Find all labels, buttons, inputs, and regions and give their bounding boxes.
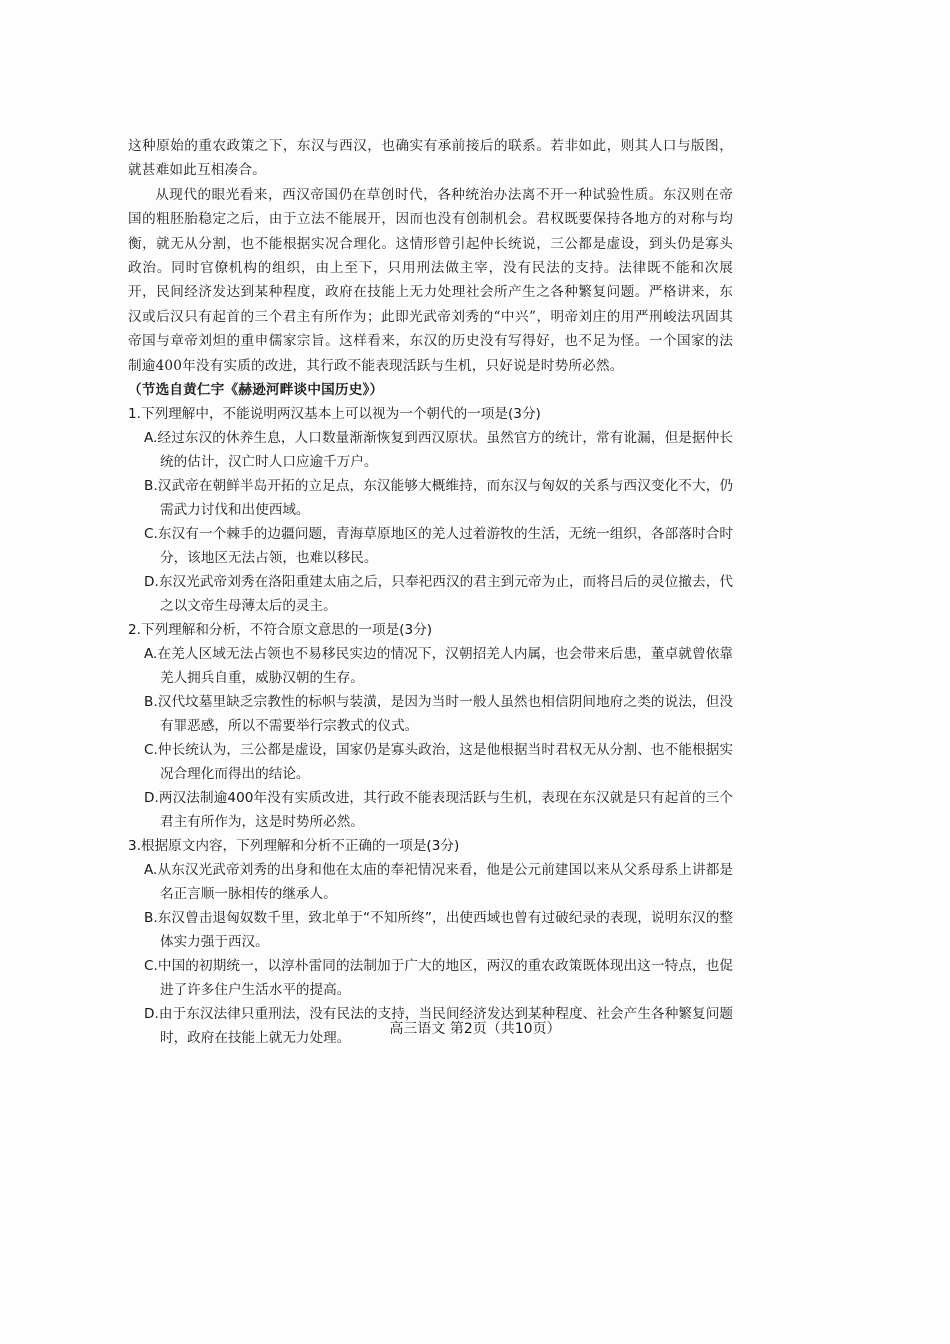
passage-paragraph-1: 这种原始的重农政策之下，东汉与西汉，也确实有承前接后的联系。若非如此，则其人口与版图，就甚难如此互相凑合。 — [128, 138, 733, 179]
option-c: C.东汉有一个棘手的边疆问题，青海草原地区的羌人过着游牧的生活，无统一组织，各部落时合时分，该地区无法占领，也难以移民。 — [144, 526, 733, 567]
question-2 — [128, 618, 733, 834]
question-stem: 1.下列理解中，不能说明两汉基本上可以视为一个朝代的一项是(3分) — [128, 406, 541, 423]
option-c: C.中国的初期统一，以淳朴雷同的法制加于广大的地区，两汉的重农政策既体现出这一特点，也促进了许多住户生活水平的提高。 — [144, 958, 733, 999]
page-footer: 高三语文 第2页（共10页） — [389, 1021, 561, 1037]
question-stem: 3.根据原文内容，下列理解和分析不正确的一项是(3分) — [128, 838, 460, 855]
reading-passage — [128, 134, 733, 402]
page-content — [128, 134, 733, 1050]
option-b: B.汉武帝在朝鲜半岛开拓的立足点，东汉能够大概维持，而东汉与匈奴的关系与西汉变化不大，仍需武力讨伐和出使西域。 — [144, 478, 733, 519]
option-a: A.在羌人区域无法占领也不易移民实边的情况下，汉朝招羌人内属，也会带来后患，董卓就曾依靠羌人拥兵自重，威胁汉朝的生存。 — [144, 646, 733, 687]
option-d: D.由于东汉法律只重刑法，没有民法的支持，当民间经济发达到某种程度、社会产生各种繁复问题时，政府在技能上就无力处理。 — [144, 1006, 733, 1047]
question-1 — [128, 402, 733, 618]
question-stem: 2.下列理解和分析，不符合原文意思的一项是(3分) — [128, 622, 433, 639]
option-a: A.经过东汉的休养生息，人口数量渐渐恢复到西汉原状。虽然官方的统计，常有讹漏，但是据仲长统的估计，汉亡时人口应逾千万户。 — [144, 430, 733, 471]
passage-source: （节选自黄仁宇《赫逊河畔谈中国历史》） — [128, 382, 384, 399]
option-c: C.仲长统认为，三公都是虚设，国家仍是寡头政治，这是他根据当时君权无从分割、也不能根据实况合理化而得出的结论。 — [144, 742, 733, 783]
passage-paragraph-2: 从现代的眼光看来，西汉帝国仍在草创时代，各种统治办法离不开一种试验性质。东汉则在帝国的粗胚胎稳定之后，由于立法不能展开，因而也没有创制机会。君权既要保持各地方的对称与均衡，就无从分割，也不能根据实况合理化。这情形曾引起仲长统说，三公都是虚设，到头仍是寡头政治。同时官僚机构的组织，由上至下，只用刑法做主宰，没有民法的支持。法律既不能和次展开，民间经济发达到某种程度，政府在技能上无力处理社会所产生之各种繁复问题。严格讲来，东汉或后汉只有起首的三个君主有所作为；此即光武帝刘秀的“中兴”，明帝刘庄的用严刑峻法巩固其帝国与章帝刘炟的重申儒家宗旨。这样看来，东汉的历史没有写得好，也不足为怪。一个国家的法制逾400年没有实质的改进，其行政不能表现活跃与生机，只好说是时势所必然。 — [128, 186, 733, 374]
option-b: B.汉代坟墓里缺乏宗教性的标帜与装潢，是因为当时一般人虽然也相信阴间地府之类的说法，但没有罪恶感，所以不需要举行宗教式的仪式。 — [144, 694, 733, 735]
option-a: A.从东汉光武帝刘秀的出身和他在太庙的奉祀情况来看，他是公元前建国以来从父系母系上讲都是名正言顺一脉相传的继承人。 — [144, 862, 733, 903]
option-b: B.东汉曾击退匈奴数千里，致北单于“不知所终”，出使西域也曾有过破纪录的表现，说明东汉的整体实力强于西汉。 — [144, 910, 733, 951]
option-d: D.两汉法制逾400年没有实质改进，其行政不能表现活跃与生机，表现在东汉就是只有起首的三个君主有所作为，这是时势所必然。 — [144, 790, 733, 831]
option-d: D.东汉光武帝刘秀在洛阳重建太庙之后，只奉祀西汉的君主到元帝为止，而将吕后的灵位撤去，代之以文帝生母薄太后的灵主。 — [144, 574, 733, 615]
